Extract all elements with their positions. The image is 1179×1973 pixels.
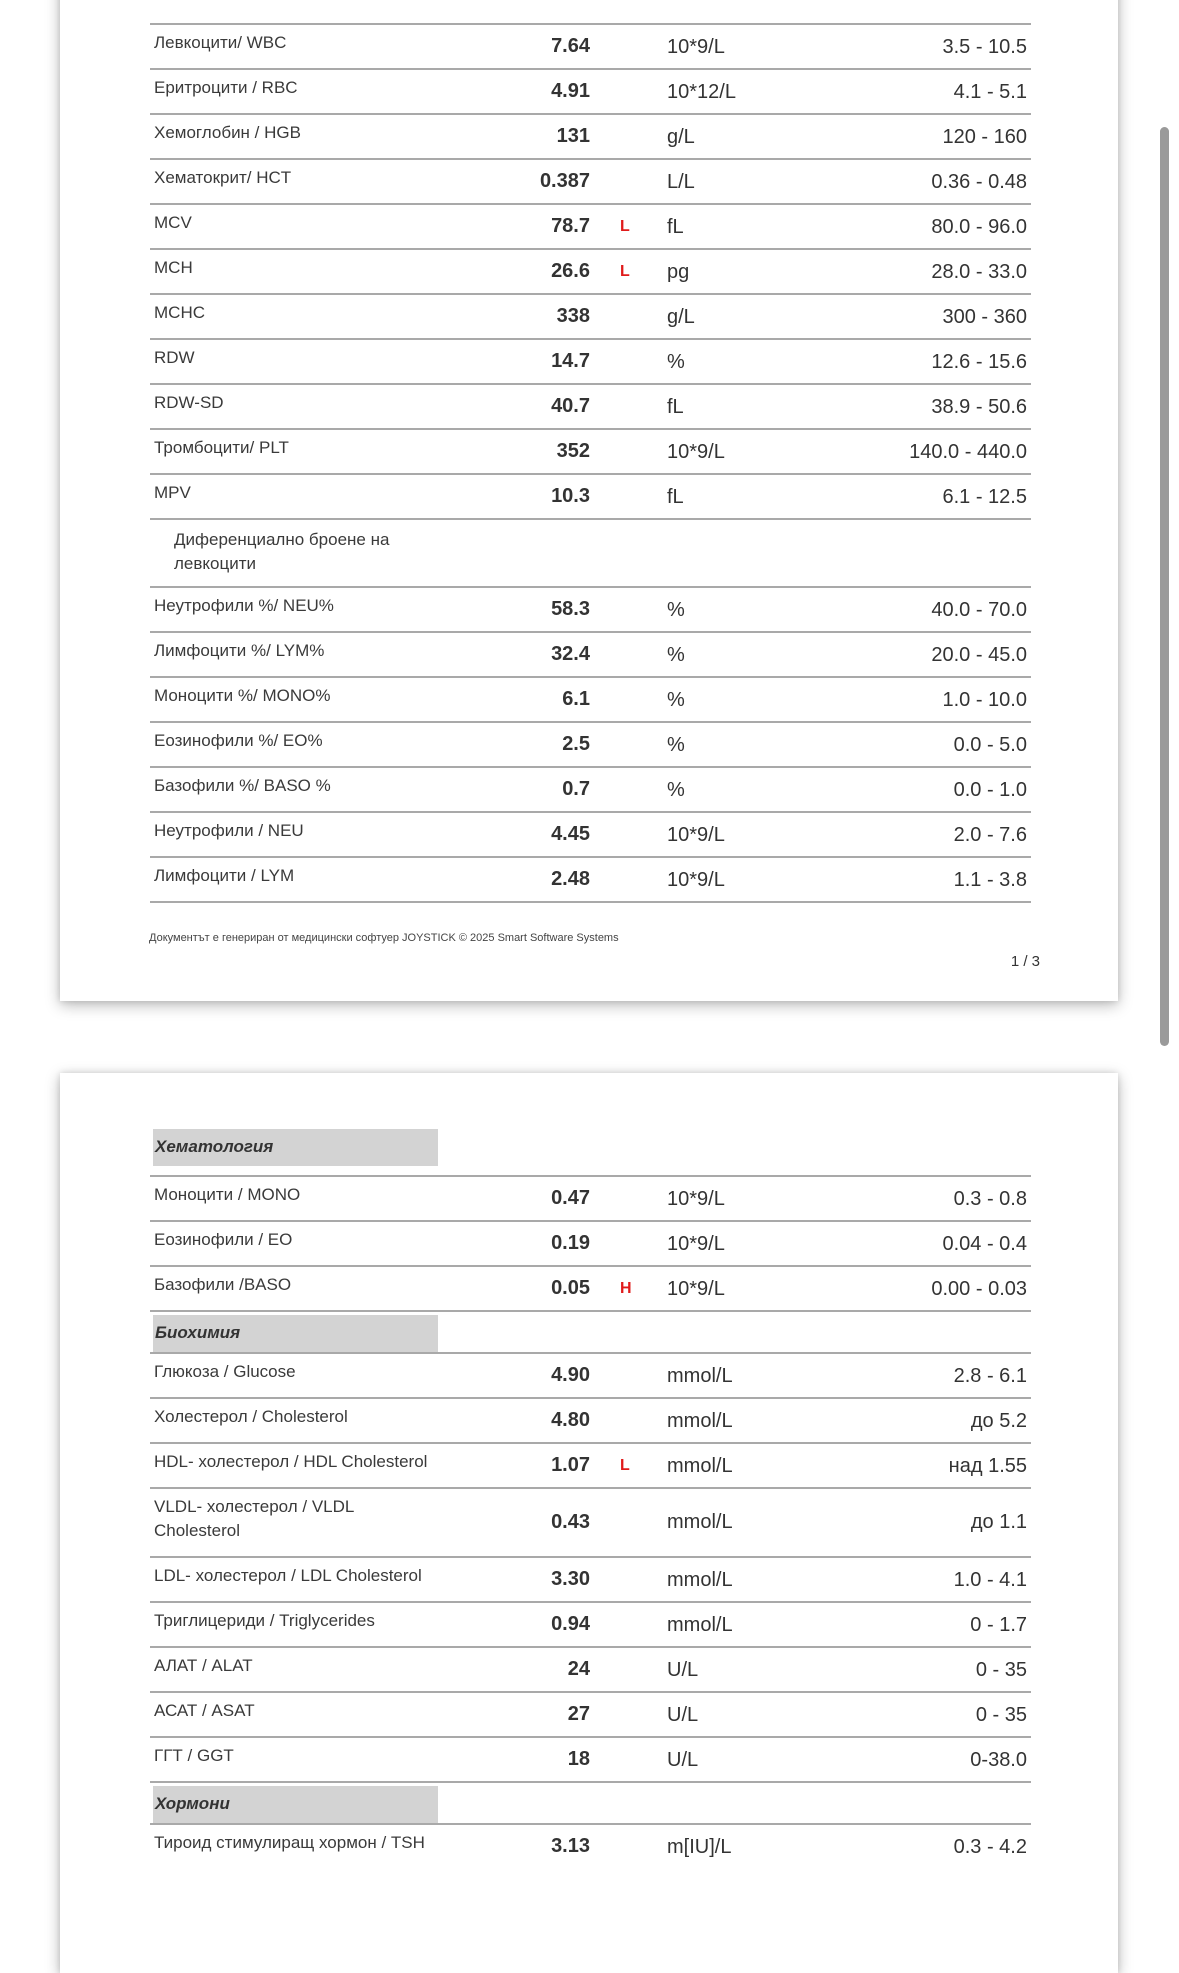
result-row [150,203,1031,248]
reference-range: 0.00 - 0.03 [931,1278,1027,1300]
reference-range: 40.0 - 70.0 [931,599,1027,621]
section-title: Хормони [155,1794,230,1813]
test-unit: mmol/L [667,1365,733,1387]
test-name: ГГТ / GGT [154,1746,234,1765]
reference-range: 0 - 35 [975,1659,1027,1681]
test-unit: % [667,599,685,621]
reference-range: до 5.2 [970,1410,1027,1432]
result-row [150,473,1031,518]
test-value: 0.7 [562,778,590,800]
report-page-2 [60,1073,1118,1973]
test-value: 4.45 [551,823,590,845]
result-row [150,586,1031,631]
test-value: 10.3 [551,485,590,507]
test-value: 27 [567,1703,590,1725]
reference-range: 140.0 - 440.0 [909,441,1027,463]
result-row [150,631,1031,676]
test-unit: % [667,644,685,666]
test-unit: g/L [667,306,695,328]
abnormal-flag: L [620,1457,630,1474]
test-value: 0.05 [551,1277,590,1299]
result-row [150,1442,1031,1487]
test-name: VLDL- холестерол / VLDL Cholesterol [154,1497,354,1540]
test-name: Левкоцити/ WBC [154,33,287,52]
test-unit: mmol/L [667,1511,733,1533]
test-value: 1.07 [551,1454,590,1476]
result-row [150,338,1031,383]
result-row [150,1352,1031,1397]
reference-range: 0.3 - 4.2 [953,1836,1027,1858]
subheader-row [150,518,1031,586]
test-unit: 10*9/L [667,1188,725,1210]
reference-range: 3.5 - 10.5 [942,36,1027,58]
test-name: АЛАТ / ALAT [154,1656,253,1675]
abnormal-flag: L [620,218,630,235]
test-name: Хематокрит/ HCT [154,168,292,187]
test-name: Триглицериди / Triglycerides [154,1611,375,1630]
results-table [150,1129,1031,1868]
test-unit: 10*9/L [667,1233,725,1255]
test-name: Моноцити / MONO [154,1185,301,1204]
test-value: 40.7 [551,395,590,417]
test-value: 0.19 [551,1232,590,1254]
test-unit: U/L [667,1659,699,1681]
section-bar [153,1786,438,1823]
test-unit: 10*9/L [667,824,725,846]
result-row [150,158,1031,203]
result-row [150,721,1031,766]
test-unit: % [667,351,685,373]
test-name: RDW [154,348,195,367]
section-header-hematology [150,1129,1031,1175]
result-row [150,811,1031,856]
test-unit: 10*9/L [667,869,725,891]
test-value: 4.91 [551,80,590,102]
page-number: 1 / 3 [1010,953,1040,970]
reference-range: до 1.1 [970,1511,1027,1533]
reference-range: 80.0 - 96.0 [931,216,1027,238]
reference-range: 0.36 - 0.48 [931,171,1027,193]
test-value: 32.4 [551,643,590,665]
test-name: Тироид стимулиращ хормон / TSH [154,1833,425,1852]
section-bar [153,1129,438,1166]
test-value: 338 [556,305,590,327]
reference-range: 28.0 - 33.0 [931,261,1027,283]
reference-range: 1.0 - 4.1 [953,1569,1027,1591]
test-value: 3.13 [551,1835,590,1857]
test-name: Моноцити %/ MONO% [154,686,331,705]
test-value: 0.387 [539,170,590,192]
software-footer-note: Документът е генериран от медицински софтуер JOYSTICK © 2025 Smart Software Systems [149,932,619,944]
result-row [150,1397,1031,1442]
test-value: 0.43 [551,1511,590,1533]
test-name: Неутрофили %/ NEU% [154,596,334,615]
test-value: 26.6 [551,260,590,282]
test-value: 4.90 [551,1364,590,1386]
result-row [150,23,1031,68]
test-unit: 10*12/L [667,81,736,103]
test-value: 3.30 [551,1568,590,1590]
test-name: RDW-SD [154,393,224,412]
section-title: Биохимия [155,1323,241,1342]
section-bar [153,1315,438,1352]
result-row [150,1691,1031,1736]
test-name: LDL- холестерол / LDL Cholesterol [154,1566,422,1585]
section-header-hormones [150,1781,1031,1823]
test-unit: U/L [667,1704,699,1726]
test-value: 78.7 [551,215,590,237]
test-value: 352 [556,440,590,462]
test-name: Лимфоцити / LYM [154,866,295,885]
result-row [150,1601,1031,1646]
test-name: HDL- холестерол / HDL Cholesterol [154,1452,428,1471]
test-value: 2.5 [562,733,590,755]
reference-range: 120 - 160 [942,126,1027,148]
result-row [150,676,1031,721]
result-row [150,293,1031,338]
test-name: Еозинофили / EO [154,1230,293,1249]
result-row [150,1265,1031,1310]
test-name: Лимфоцити %/ LYM% [154,641,325,660]
result-row [150,1646,1031,1691]
reference-range: 1.1 - 3.8 [953,869,1027,891]
test-value: 2.48 [551,868,590,890]
reference-range: над 1.55 [948,1455,1027,1477]
reference-range: 6.1 - 12.5 [942,486,1027,508]
test-unit: 10*9/L [667,441,725,463]
test-unit: U/L [667,1749,699,1771]
result-row [150,1556,1031,1601]
reference-range: 0.0 - 1.0 [953,779,1027,801]
result-row [150,113,1031,158]
result-row [150,428,1031,473]
test-name: MCHC [154,303,205,322]
result-row [150,766,1031,811]
test-unit: fL [667,216,684,238]
test-name: Еритроцити / RBC [154,78,298,97]
test-name: Базофили %/ BASO % [154,776,331,795]
test-unit: fL [667,396,684,418]
test-unit: % [667,734,685,756]
reference-range: 38.9 - 50.6 [931,396,1027,418]
test-unit: mmol/L [667,1410,733,1432]
reference-range: 300 - 360 [942,306,1027,328]
result-row [150,248,1031,293]
test-name: Хемоглобин / HGB [154,123,301,142]
reference-range: 2.0 - 7.6 [953,824,1027,846]
result-row [150,1220,1031,1265]
reference-range: 4.1 - 5.1 [953,81,1027,103]
reference-range: 0.04 - 0.4 [942,1233,1027,1255]
test-name: MCH [154,258,193,277]
reference-range: 0.0 - 5.0 [953,734,1027,756]
test-name: Глюкоза / Glucose [154,1362,296,1381]
report-page-1 [60,0,1118,1001]
test-value: 24 [567,1658,590,1680]
test-value: 0.94 [551,1613,590,1635]
test-unit: mmol/L [667,1569,733,1591]
section-header-biochemistry [150,1310,1031,1352]
test-name: Холестерол / Cholesterol [154,1407,348,1426]
test-name: Неутрофили / NEU [154,821,304,840]
test-unit: L/L [667,171,695,193]
abnormal-flag: H [620,1280,632,1297]
test-name: MCV [154,213,192,232]
reference-range: 0 - 35 [975,1704,1027,1726]
test-unit: 10*9/L [667,1278,725,1300]
test-unit: mmol/L [667,1455,733,1477]
test-name: АСАТ / ASAT [154,1701,255,1720]
result-row [150,383,1031,428]
test-name: Еозинофили %/ EO% [154,731,323,750]
result-row [150,1175,1031,1220]
test-name: Базофили /BASO [154,1275,292,1294]
test-unit: 10*9/L [667,36,725,58]
result-row [150,856,1031,903]
test-name: Тромбоцити/ PLT [154,438,289,457]
result-row [150,1736,1031,1781]
result-row [150,1823,1031,1868]
results-table [150,23,1031,903]
test-name: MPV [154,483,191,502]
test-unit: % [667,689,685,711]
reference-range: 20.0 - 45.0 [931,644,1027,666]
reference-range: 0.3 - 0.8 [953,1188,1027,1210]
reference-range: 2.8 - 6.1 [953,1365,1027,1387]
result-row [150,68,1031,113]
reference-range: 1.0 - 10.0 [942,689,1027,711]
test-unit: fL [667,486,684,508]
test-value: 58.3 [551,598,590,620]
test-value: 6.1 [562,688,590,710]
test-unit: g/L [667,126,695,148]
vertical-scrollbar[interactable] [1160,127,1169,1046]
reference-range: 0-38.0 [970,1749,1027,1771]
test-unit: m[IU]/L [667,1836,732,1858]
abnormal-flag: L [620,263,630,280]
reference-range: 0 - 1.7 [970,1614,1027,1636]
subheader-label: Диференциално броене на левкоцити [174,530,390,573]
test-value: 0.47 [551,1187,590,1209]
test-value: 7.64 [551,35,590,57]
test-unit: % [667,779,685,801]
result-row [150,1487,1031,1556]
test-value: 14.7 [551,350,590,372]
section-title: Хематология [155,1137,274,1156]
reference-range: 12.6 - 15.6 [931,351,1027,373]
test-value: 131 [556,125,590,147]
test-value: 18 [567,1748,590,1770]
test-value: 4.80 [551,1409,590,1431]
test-unit: pg [667,261,690,283]
test-unit: mmol/L [667,1614,733,1636]
